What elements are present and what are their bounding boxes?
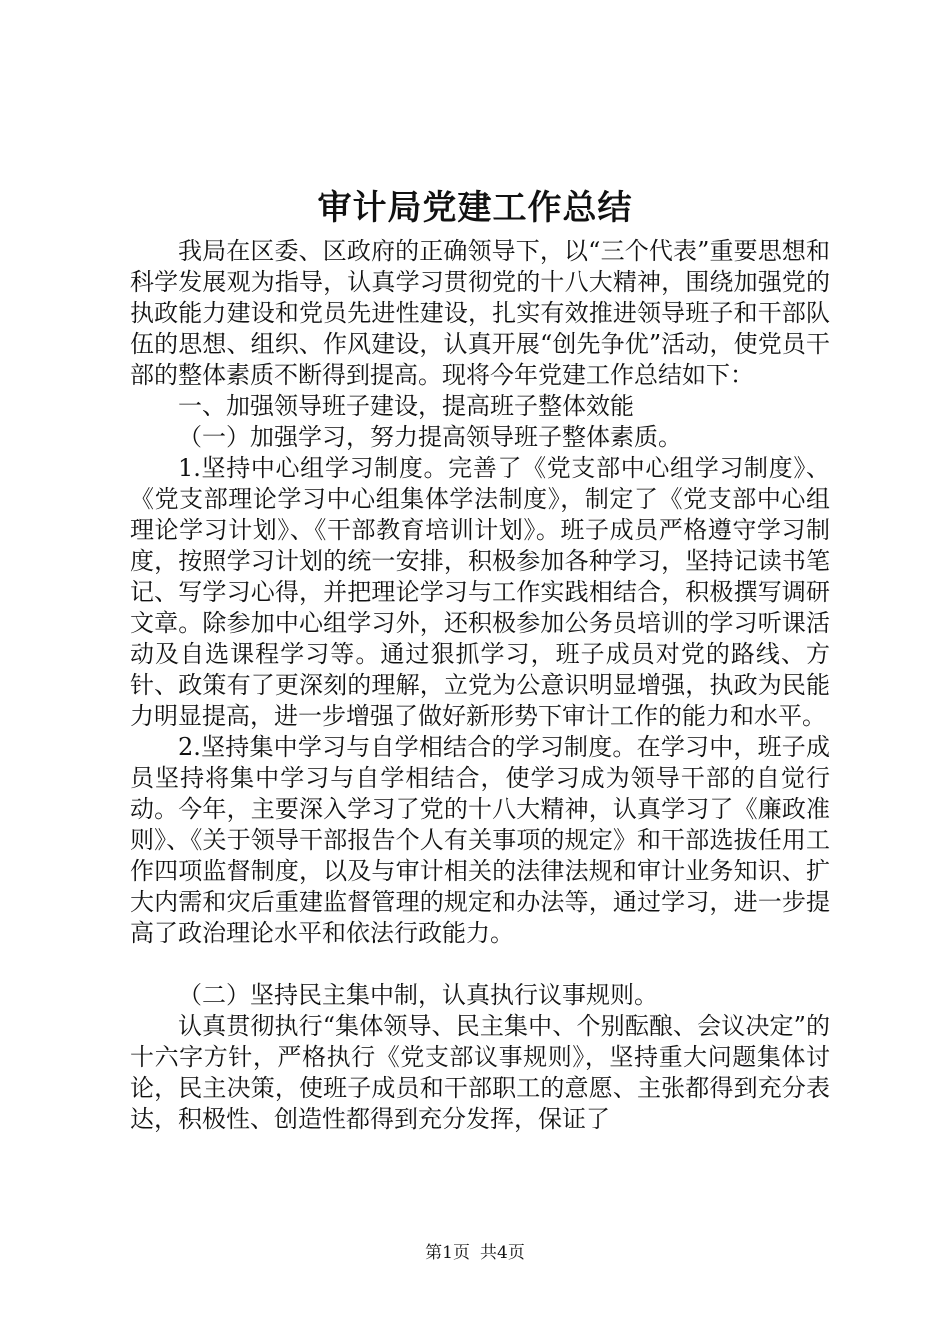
body-paragraph: 认真贯彻执行“集体领导、民主集中、个别酝酿、会议决定”的十六字方针，严格执行《党支部议事规则》，坚持重大问题集体讨论，民主决策，使班子成员和干部职工的意愿、主张都得到充分表达，积极性、创造性都得到充分发挥，保证了 [130,1012,830,1133]
page-footer [0,1242,950,1264]
body-paragraph: 2.坚持集中学习与自学相结合的学习制度。在学习中，班子成员坚持将集中学习与自学相结合，使学习成为领导干部的自觉行动。今年，主要深入学习了党的十八大精神，认真学习了《廉政准则》、《关于领导干部报告个人有关事项的规定》和干部选拔任用工作四项监督制度，以及与审计相关的法律法规和审计业务知识、扩大内需和灾后重建监督管理的规定和办法等，通过学习，进一步提高了政治理论水平和依法行政能力。 [130,733,830,947]
document-body [130,236,830,1135]
page-title: 审计局党建工作总结 [317,188,633,228]
subsection-heading: （二）坚持民主集中制，认真执行议事规则。 [178,981,658,1009]
page-number: 第1页 [425,1243,470,1263]
subsection-heading: （一）加强学习，努力提高领导班子整体素质。 [178,423,682,451]
intro-paragraph: 我局在区委、区政府的正确领导下，以“三个代表”重要思想和科学发展观为指导，认真学习贯彻党的十八大精神，围绕加强党的执政能力建设和党员先进性建设，扎实有效推进领导班子和干部队伍的思想、组织、作风建设，认真开展“创先争优”活动，使党员干部的整体素质不断得到提高。现将今年党建工作总结如下： [130,237,830,389]
section-heading: 一、加强领导班子建设，提高班子整体效能 [178,392,634,420]
page-total: 共4页 [480,1243,525,1263]
body-paragraph: 1.坚持中心组学习制度。完善了《党支部中心组学习制度》、《党支部理论学习中心组集体学法制度》，制定了《党支部中心组理论学习计划》、《干部教育培训计划》。班子成员严格遵守学习制度，按照学习计划的统一安排，积极参加各种学习，坚持记读书笔记、写学习心得，并把理论学习与工作实践相结合，积极撰写调研文章。除参加中心组学习外，还积极参加公务员培训的学习听课活动及自选课程学习等。通过狠抓学习，班子成员对党的路线、方针、政策有了更深刻的理解，立党为公意识明显增强，执政为民能力明显提高，进一步增强了做好新形势下审计工作的能力和水平。 [130,454,830,730]
